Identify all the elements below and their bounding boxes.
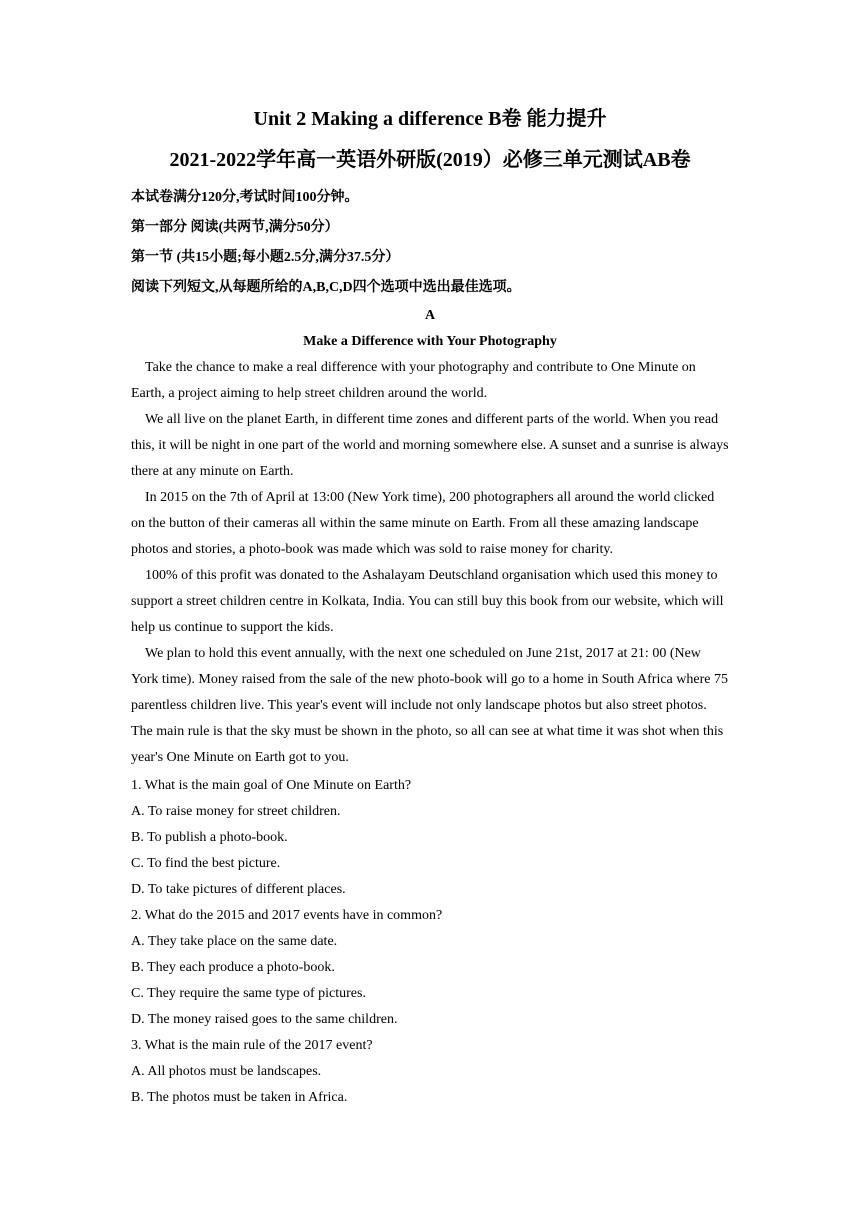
answer-option: C. To find the best picture. <box>131 856 281 871</box>
answer-option: D. To take pictures of different places. <box>131 882 346 897</box>
paragraph: We all live on the planet Earth, in different time zones and different parts of the world. When you read this, it will be night in one part of the world and morning somewhere else. A sunset and a sunrise is always there at any minute on Earth. <box>131 412 729 479</box>
paragraph: 100% of this profit was donated to the Ashalayam Deutschland organisation which used this money to support a street children centre in Kolkata, India. You can still buy this book from our website, which will help us continue to support the kids. <box>131 568 724 635</box>
question-stem: 1. What is the main goal of One Minute on Earth? <box>131 778 412 793</box>
answer-option: D. The money raised goes to the same children. <box>131 1012 398 1027</box>
passage-body <box>131 355 731 771</box>
section-heading: 第一部分 阅读(共两节,满分50分） <box>131 220 339 235</box>
answer-option: B. The photos must be taken in Africa. <box>131 1090 348 1105</box>
paragraph: We plan to hold this event annually, with the next one scheduled on June 21st, 2017 at 21: 00 (New York time). Money raised from the sale of the new photo-book will go to a home in South Africa where 75 parentless children live. This year's event will include not only landscape photos but also street photos. The main rule is that the sky must be shown in the photo, so all can see at what time it was shot when this year's One Minute on Earth got to you. <box>131 646 728 765</box>
exam-info-line: 本试卷满分120分,考试时间100分钟。 <box>131 190 359 205</box>
paragraph: In 2015 on the 7th of April at 13:00 (New York time), 200 photographers all around the world clicked on the button of their cameras all within the same minute on Earth. From all these amazing landscape photos and stories, a photo-book was made which was sold to raise money for charity. <box>131 490 715 557</box>
subsection-heading: 第一节 (共15小题;每小题2.5分,满分37.5分） <box>131 250 400 265</box>
answer-option: A. They take place on the same date. <box>131 934 338 949</box>
answer-option: A. All photos must be landscapes. <box>131 1064 322 1079</box>
answer-option: B. They each produce a photo-book. <box>131 960 335 975</box>
passage-title: Make a Difference with Your Photography <box>303 334 557 349</box>
paragraph: Take the chance to make a real difference with your photography and contribute to One Minute on Earth, a project aiming to help street children around the world. <box>131 360 696 401</box>
question-stem: 2. What do the 2015 and 2017 events have in common? <box>131 908 443 923</box>
questions-list <box>131 773 731 1111</box>
document-title-line-1: Unit 2 Making a difference B卷 能力提升 <box>253 108 607 130</box>
document-title-line-2: 2021-2022学年高一英语外研版(2019）必修三单元测试AB卷 <box>169 149 691 171</box>
passage-label: A <box>424 308 436 323</box>
answer-option: C. They require the same type of pictures. <box>131 986 366 1001</box>
question-stem: 3. What is the main rule of the 2017 event? <box>131 1038 373 1053</box>
instructions-line: 阅读下列短文,从每题所给的A,B,C,D四个选项中选出最佳选项。 <box>131 280 521 295</box>
answer-option: B. To publish a photo-book. <box>131 830 288 845</box>
answer-option: A. To raise money for street children. <box>131 804 341 819</box>
